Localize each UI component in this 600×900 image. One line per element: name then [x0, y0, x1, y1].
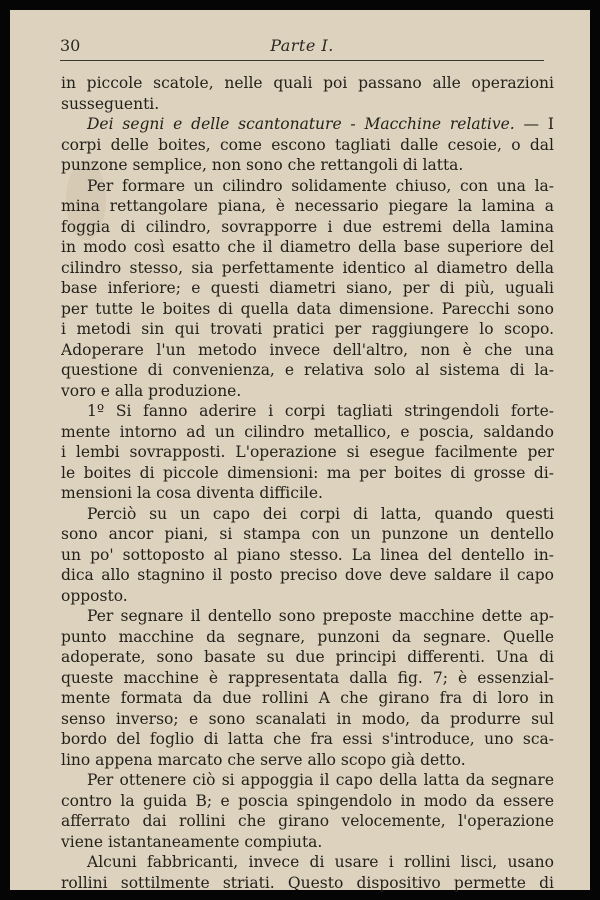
text-line: Per ottenere ciò si appoggia il capo della latta da segnare — [87, 771, 554, 789]
text-line: cilindro stesso, sia perfettamente identico al diametro della — [61, 258, 554, 277]
text-line: Perciò su un capo dei corpi di latta, quando questi — [87, 504, 554, 523]
text-line: un po' sottoposto al piano stesso. La linea del dentello in- — [61, 545, 554, 564]
text-line: punto macchine da segnare, punzoni da segnare. Quelle — [61, 627, 554, 646]
text-line: mente formata da due rollini A che girano fra di loro in — [61, 689, 554, 707]
text-line: Adoperare l'un metodo invece dell'altro, non è che una — [61, 340, 554, 359]
text-line: rollini sottilmente striati. Questo dispositivo permette di — [61, 873, 554, 892]
text-line: voro e alla produzione. — [61, 381, 242, 400]
text-line: mente intorno ad un cilindro metallico, e poscia, saldando — [61, 422, 554, 441]
text-line: susseguenti. — [61, 94, 160, 113]
text-line: bordo del foglio di latta che fra essi s'introduce, uno sca- — [61, 730, 554, 748]
text-line: per tutte le boites di quella data dimensione. Parecchi sono — [61, 299, 554, 318]
body-text — [61, 73, 554, 893]
text-line: in piccole scatole, nelle quali poi passano alle operazioni — [61, 74, 554, 92]
text-line: 1º Si fanno aderire i corpi tagliati stringendoli forte- — [87, 402, 554, 420]
text-line: senso inverso; e sono scanalati in modo, da produrre sul — [61, 709, 554, 728]
text-line: Alcuni fabbricanti, invece di usare i rollini lisci, usano — [87, 853, 554, 871]
text-line: mina rettangolare piana, è necessario piegare la lamina a — [61, 197, 554, 215]
text-line: contro la guida B; e poscia spingendolo in modo da essere — [61, 791, 554, 810]
text-line: base inferiore; e questi diametri siano, per di più, uguali — [61, 279, 554, 297]
text-line: lino appena marcato che serve allo scopo già detto. — [61, 750, 466, 769]
text-line: adoperate, sono basate su due principi differenti. Una di — [61, 648, 554, 666]
text-line: foggia di cilindro, sovrapporre i due estremi della lamina — [61, 217, 554, 236]
text-line: le boites di piccole dimensioni: ma per boites di grosse di- — [61, 463, 554, 482]
text-line: i metodi sin qui trovati pratici per raggiungere lo scopo. — [61, 320, 554, 338]
text-line: queste macchine è rappresentata dalla fig. 7; è essenzial- — [61, 668, 554, 687]
text-fragment: — I — [523, 115, 554, 133]
text-line: dica allo stagnino il posto preciso dove deve saldare il capo — [61, 566, 554, 584]
running-head: Parte I. — [270, 36, 334, 55]
text-line: i lembi sovrapposti. L'operazione si esegue facilmente per — [61, 443, 554, 461]
text-line: corpi delle boites, come escono tagliati dalle cesoie, o dal — [61, 135, 554, 154]
text-line: punzone semplice, non sono che rettangoli di latta. — [61, 156, 464, 174]
book-page — [10, 10, 590, 890]
text-line: Per segnare il dentello sono preposte macchine dette ap- — [87, 607, 554, 625]
text-line: Per formare un cilindro solidamente chiuso, con una la- — [87, 176, 554, 195]
text-line: sono ancor piani, si stampa con un punzone un dentello — [61, 525, 554, 543]
text-line: questione di convenienza, e relativa solo al sistema di la- — [61, 361, 554, 379]
text-line: viene istantaneamente compiuta. — [61, 832, 323, 851]
page-header — [60, 36, 544, 61]
text-line: mensioni la cosa diventa difficile. — [61, 484, 323, 502]
page-number: 30 — [60, 36, 81, 55]
section-heading-line — [61, 114, 554, 135]
text-line: opposto. — [61, 586, 128, 605]
text-line: in modo così esatto che il diametro della base superiore del — [61, 238, 554, 256]
text-line: afferrato dai rollini che girano velocemente, l'operazione — [61, 812, 554, 830]
section-title: Dei segni e delle scantonature - Macchine relative. — [87, 115, 515, 133]
